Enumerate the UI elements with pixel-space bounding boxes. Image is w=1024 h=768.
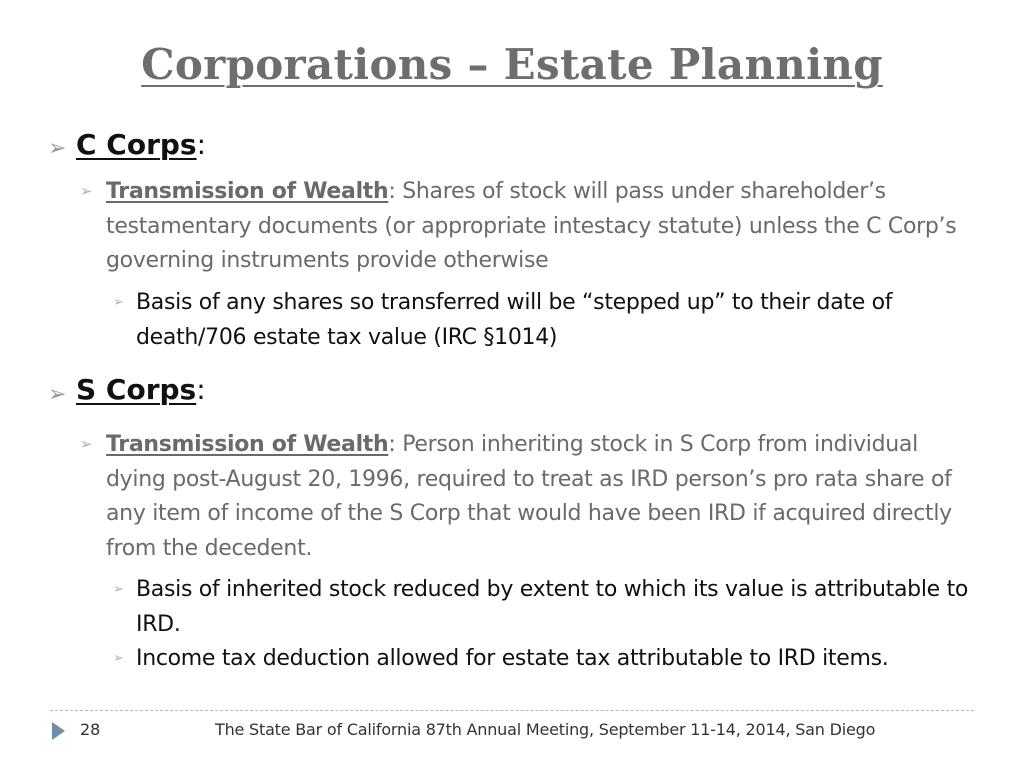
bullet-arrow-icon: ➢ [113,295,124,310]
s-corps-deduction-item: Income tax deduction allowed for estate tax attributable to IRD items. [136,646,889,671]
footer-text: The State Bar of California 87th Annual Meeting, September 11-14, 2014, San Diego [215,720,876,739]
footer-triangle-icon [52,722,65,740]
c-corps-transmission-paragraph [106,175,966,279]
c-corps-heading [76,130,206,161]
c-corps-heading-text: C Corps [76,128,197,161]
c-corps-transmission-label: Transmission of Wealth [106,179,389,204]
s-corps-basis-item: Basis of inherited stock reduced by extent to which its value is attributable to IRD. [136,577,969,637]
s-corps-heading-text: S Corps [76,373,197,406]
c-corps-transmission-sep: : [388,179,396,204]
bullet-arrow-icon: ➢ [80,435,93,453]
footer-divider [50,710,974,711]
s-corps-transmission-label: Transmission of Wealth [106,432,389,457]
c-corps-heading-colon: : [196,128,207,161]
bullet-arrow-icon: ➢ [48,382,67,407]
slide-title: Corporations – Estate Planning [141,40,883,89]
bullet-arrow-icon: ➢ [48,136,67,161]
bullet-arrow-icon: ➢ [113,582,124,597]
s-corps-transmission-paragraph [106,428,966,566]
slide-number: 28 [80,720,101,739]
s-corps-transmission-text: Person inheriting stock in S Corp from individual dying post-August 20, 1996, required to treat as IRD person’s pro rata share of any item of income of the S Corp that would have been IRD if acquired directly from the decedent. [106,432,952,561]
s-corps-heading [76,375,206,406]
s-corps-heading-colon: : [196,373,206,406]
c-corps-basis-item: Basis of any shares so transferred will be “stepped up” to their date of death/706 estate tax value (IRC §1014) [136,290,893,350]
s-corps-transmission-sep: : [388,432,396,457]
bullet-arrow-icon: ➢ [113,651,124,666]
c-corps-transmission-text: Shares of stock will pass under shareholder’s testamentary documents (or appropriate intestacy statute) unless the C Corp’s governing instruments provide otherwise [106,179,957,273]
bullet-arrow-icon: ➢ [80,182,93,200]
